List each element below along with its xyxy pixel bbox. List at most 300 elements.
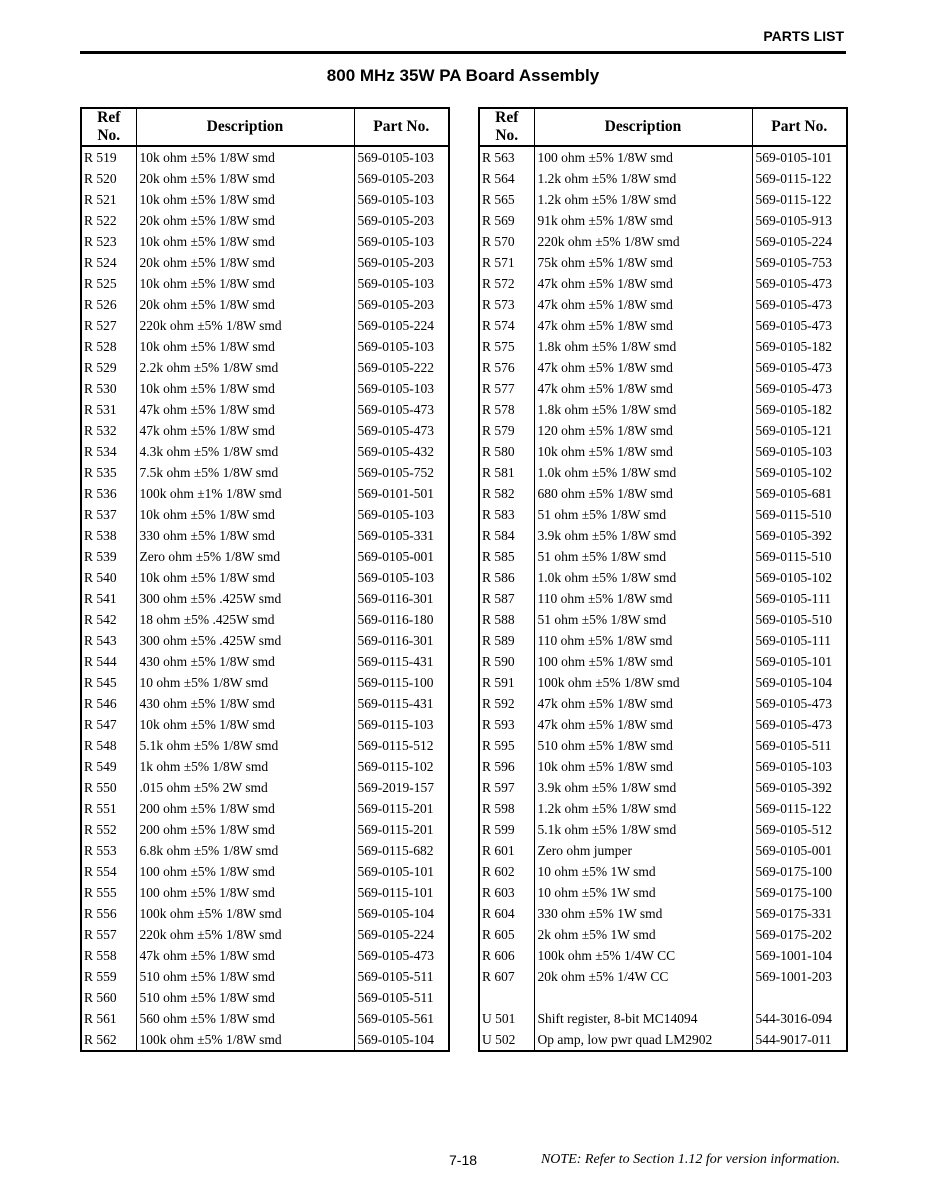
description-cell: 47k ohm ±5% 1/8W smd	[534, 315, 752, 336]
table-row	[479, 735, 847, 756]
description-cell: 10k ohm ±5% 1/8W smd	[534, 441, 752, 462]
table-row	[81, 861, 449, 882]
description-cell: 10 ohm ±5% 1W smd	[534, 861, 752, 882]
table-row	[81, 966, 449, 987]
description-cell: 300 ohm ±5% .425W smd	[136, 630, 354, 651]
description-cell: 110 ohm ±5% 1/8W smd	[534, 588, 752, 609]
part-number-cell: 569-0105-104	[755, 675, 832, 690]
part-number-cell: 569-0115-512	[357, 738, 434, 753]
table-row	[479, 903, 847, 924]
part-number-cell: 569-0105-752	[357, 465, 434, 480]
part-number-cell: 569-0116-301	[357, 633, 434, 648]
ref-cell: R 532	[81, 420, 136, 441]
part-number-cell: 569-0105-473	[357, 402, 434, 417]
table-row	[479, 357, 847, 378]
ref-cell: R 556	[81, 903, 136, 924]
part-number-cell: 569-0105-753	[755, 255, 832, 270]
ref-cell: R 580	[479, 441, 534, 462]
description-cell: 120 ohm ±5% 1/8W smd	[534, 420, 752, 441]
table-row	[479, 210, 847, 231]
ref-cell: R 574	[479, 315, 534, 336]
table-row	[81, 945, 449, 966]
ref-cell: R 602	[479, 861, 534, 882]
table-row	[81, 840, 449, 861]
table-row	[81, 525, 449, 546]
table-row	[479, 630, 847, 651]
ref-cell: R 520	[81, 168, 136, 189]
description-cell: 100 ohm ±5% 1/8W smd	[534, 146, 752, 168]
description-cell: 18 ohm ±5% .425W smd	[136, 609, 354, 630]
part-number-cell: 569-0115-103	[357, 717, 434, 732]
part-number-cell: 569-0105-103	[357, 381, 434, 396]
part-number-cell: 569-0105-203	[357, 213, 434, 228]
table-row	[81, 567, 449, 588]
table-row	[479, 483, 847, 504]
table-row	[479, 504, 847, 525]
part-number-cell: 569-0105-512	[755, 822, 832, 837]
description-cell: Shift register, 8-bit MC14094	[534, 1008, 752, 1029]
ref-cell: R 555	[81, 882, 136, 903]
description-cell: 51 ohm ±5% 1/8W smd	[534, 504, 752, 525]
table-row	[81, 273, 449, 294]
page-number: 7-18	[449, 1152, 478, 1168]
ref-cell: R 572	[479, 273, 534, 294]
table-row	[81, 777, 449, 798]
description-cell: 51 ohm ±5% 1/8W smd	[534, 546, 752, 567]
part-number-cell	[752, 987, 847, 1008]
description-cell: 330 ohm ±5% 1/8W smd	[136, 525, 354, 546]
part-number-cell: 569-0115-431	[357, 696, 434, 711]
description-cell: 47k ohm ±5% 1/8W smd	[534, 273, 752, 294]
description-cell: 47k ohm ±5% 1/8W smd	[534, 714, 752, 735]
table-row	[479, 798, 847, 819]
part-number-cell: 569-0105-203	[357, 297, 434, 312]
ref-cell: R 589	[479, 630, 534, 651]
table-row	[81, 336, 449, 357]
description-cell: 220k ohm ±5% 1/8W smd	[136, 924, 354, 945]
column-header-part: Part No.	[354, 108, 449, 146]
table-row	[81, 672, 449, 693]
ref-cell: R 521	[81, 189, 136, 210]
ref-cell: R 584	[479, 525, 534, 546]
header-rule	[80, 51, 846, 54]
description-cell: 510 ohm ±5% 1/8W smd	[534, 735, 752, 756]
ref-cell: U 501	[479, 1008, 534, 1029]
ref-cell: R 530	[81, 378, 136, 399]
ref-cell: R 578	[479, 399, 534, 420]
ref-cell: R 595	[479, 735, 534, 756]
description-cell: 1.0k ohm ±5% 1/8W smd	[534, 462, 752, 483]
part-number-cell: 569-0105-101	[357, 864, 434, 879]
ref-cell: R 531	[81, 399, 136, 420]
table-row	[81, 315, 449, 336]
description-cell: 10k ohm ±5% 1/8W smd	[136, 336, 354, 357]
ref-cell: R 575	[479, 336, 534, 357]
part-number-cell: 569-0105-103	[755, 444, 832, 459]
parts-table-left	[80, 107, 450, 1052]
table-row	[81, 1029, 449, 1051]
ref-cell: R 605	[479, 924, 534, 945]
part-number-cell: 569-0105-511	[357, 969, 434, 984]
part-number-cell: 569-0105-182	[755, 402, 832, 417]
description-cell: Zero ohm jumper	[534, 840, 752, 861]
ref-cell: R 561	[81, 1008, 136, 1029]
description-cell: 3.9k ohm ±5% 1/8W smd	[534, 777, 752, 798]
ref-cell: R 522	[81, 210, 136, 231]
footer-note: NOTE: Refer to Section 1.12 for version information.	[540, 1152, 840, 1167]
table-row	[479, 146, 847, 168]
ref-cell: R 543	[81, 630, 136, 651]
ref-cell: R 591	[479, 672, 534, 693]
table-row	[81, 462, 449, 483]
ref-cell: R 528	[81, 336, 136, 357]
ref-cell: R 576	[479, 357, 534, 378]
table-row	[479, 945, 847, 966]
ref-cell: R 564	[479, 168, 534, 189]
table-row	[479, 588, 847, 609]
table-row	[479, 924, 847, 945]
table-row	[81, 441, 449, 462]
table-row	[479, 252, 847, 273]
ref-cell: R 541	[81, 588, 136, 609]
description-cell: 220k ohm ±5% 1/8W smd	[534, 231, 752, 252]
ref-cell: U 502	[479, 1029, 534, 1051]
ref-cell: R 601	[479, 840, 534, 861]
description-cell: 5.1k ohm ±5% 1/8W smd	[136, 735, 354, 756]
description-cell: 10k ohm ±5% 1/8W smd	[136, 714, 354, 735]
part-number-cell: 569-0105-001	[755, 843, 832, 858]
table-row	[81, 378, 449, 399]
ref-cell: R 597	[479, 777, 534, 798]
table-row	[81, 609, 449, 630]
part-number-cell: 569-0115-122	[755, 171, 832, 186]
table-row	[81, 168, 449, 189]
description-cell: 560 ohm ±5% 1/8W smd	[136, 1008, 354, 1029]
ref-cell: R 581	[479, 462, 534, 483]
part-number-cell: 569-2019-157	[357, 780, 434, 795]
ref-cell: R 537	[81, 504, 136, 525]
part-number-cell: 569-0115-510	[755, 549, 832, 564]
table-row	[479, 546, 847, 567]
ref-cell: R 579	[479, 420, 534, 441]
table-row	[81, 798, 449, 819]
part-number-cell: 569-0105-473	[755, 360, 832, 375]
part-number-cell: 569-0115-201	[357, 801, 434, 816]
table-row	[479, 315, 847, 336]
part-number-cell: 569-0115-510	[755, 507, 832, 522]
ref-cell: R 539	[81, 546, 136, 567]
table-row	[479, 672, 847, 693]
description-cell: 20k ohm ±5% 1/8W smd	[136, 294, 354, 315]
ref-cell: R 554	[81, 861, 136, 882]
ref-cell: R 590	[479, 651, 534, 672]
table-row	[81, 252, 449, 273]
part-number-cell: 569-0105-681	[755, 486, 832, 501]
ref-cell: R 582	[479, 483, 534, 504]
part-number-cell: 569-0115-122	[755, 192, 832, 207]
ref-cell: R 529	[81, 357, 136, 378]
description-cell: 10k ohm ±5% 1/8W smd	[136, 146, 354, 168]
part-number-cell: 569-0116-301	[357, 591, 434, 606]
table-row	[479, 567, 847, 588]
part-number-cell: 569-0105-104	[357, 906, 434, 921]
ref-cell: R 569	[479, 210, 534, 231]
ref-cell: R 535	[81, 462, 136, 483]
part-number-cell: 569-0115-122	[755, 801, 832, 816]
part-number-cell: 569-0115-431	[357, 654, 434, 669]
description-cell: 47k ohm ±5% 1/8W smd	[136, 420, 354, 441]
table-row	[81, 504, 449, 525]
part-number-cell: 569-0105-331	[357, 528, 434, 543]
description-cell: 430 ohm ±5% 1/8W smd	[136, 693, 354, 714]
description-cell: 20k ohm ±5% 1/8W smd	[136, 210, 354, 231]
table-row	[81, 924, 449, 945]
table-row	[479, 714, 847, 735]
description-cell: 10k ohm ±5% 1/8W smd	[136, 504, 354, 525]
table-row	[479, 966, 847, 987]
description-cell: 200 ohm ±5% 1/8W smd	[136, 798, 354, 819]
ref-cell: R 573	[479, 294, 534, 315]
part-number-cell: 569-0175-202	[755, 927, 832, 942]
table-row	[81, 735, 449, 756]
parts-table-right-body	[479, 146, 847, 1051]
part-number-cell: 569-0115-201	[357, 822, 434, 837]
table-row	[479, 861, 847, 882]
description-cell: 10k ohm ±5% 1/8W smd	[136, 231, 354, 252]
ref-cell: R 557	[81, 924, 136, 945]
ref-cell: R 587	[479, 588, 534, 609]
description-cell: 20k ohm ±5% 1/8W smd	[136, 168, 354, 189]
description-cell: 4.3k ohm ±5% 1/8W smd	[136, 441, 354, 462]
part-number-cell: 569-0101-501	[357, 486, 434, 501]
table-row	[81, 987, 449, 1008]
description-cell: 220k ohm ±5% 1/8W smd	[136, 315, 354, 336]
part-number-cell: 569-0105-511	[755, 738, 832, 753]
description-cell: 10k ohm ±5% 1/8W smd	[136, 378, 354, 399]
ref-cell: R 550	[81, 777, 136, 798]
description-cell: 2k ohm ±5% 1W smd	[534, 924, 752, 945]
description-cell: 51 ohm ±5% 1/8W smd	[534, 609, 752, 630]
ref-cell: R 544	[81, 651, 136, 672]
table-row	[479, 777, 847, 798]
description-cell: 20k ohm ±5% 1/4W CC	[534, 966, 752, 987]
ref-cell: R 571	[479, 252, 534, 273]
description-cell: 330 ohm ±5% 1W smd	[534, 903, 752, 924]
table-row	[81, 231, 449, 252]
table-row	[479, 420, 847, 441]
ref-cell: R 593	[479, 714, 534, 735]
ref-cell: R 570	[479, 231, 534, 252]
description-cell: 110 ohm ±5% 1/8W smd	[534, 630, 752, 651]
description-cell: 1.8k ohm ±5% 1/8W smd	[534, 336, 752, 357]
description-cell: 91k ohm ±5% 1/8W smd	[534, 210, 752, 231]
ref-cell: R 604	[479, 903, 534, 924]
description-cell: 47k ohm ±5% 1/8W smd	[136, 399, 354, 420]
ref-cell: R 558	[81, 945, 136, 966]
description-cell	[534, 987, 752, 1008]
part-number-cell: 569-0105-103	[357, 234, 434, 249]
table-row	[479, 462, 847, 483]
description-cell: 100k ohm ±5% 1/8W smd	[136, 1029, 354, 1051]
description-cell: 1.2k ohm ±5% 1/8W smd	[534, 168, 752, 189]
ref-cell: R 607	[479, 966, 534, 987]
part-number-cell: 569-0105-103	[357, 507, 434, 522]
part-number-cell: 569-0105-101	[755, 150, 832, 165]
ref-cell: R 560	[81, 987, 136, 1008]
table-row	[479, 168, 847, 189]
description-cell: 2.2k ohm ±5% 1/8W smd	[136, 357, 354, 378]
part-number-cell: 569-0105-224	[357, 318, 434, 333]
table-row	[479, 987, 847, 1008]
ref-cell: R 540	[81, 567, 136, 588]
description-cell: 100 ohm ±5% 1/8W smd	[136, 861, 354, 882]
table-row	[81, 210, 449, 231]
part-number-cell: 569-0105-001	[357, 549, 434, 564]
part-number-cell: 569-0105-102	[755, 465, 832, 480]
ref-cell: R 603	[479, 882, 534, 903]
ref-cell: R 526	[81, 294, 136, 315]
ref-cell: R 545	[81, 672, 136, 693]
description-cell: 7.5k ohm ±5% 1/8W smd	[136, 462, 354, 483]
ref-cell: R 577	[479, 378, 534, 399]
part-number-cell: 569-0105-101	[755, 654, 832, 669]
table-row	[479, 882, 847, 903]
table-row	[81, 903, 449, 924]
description-cell: 100k ohm ±5% 1/4W CC	[534, 945, 752, 966]
description-cell: 10k ohm ±5% 1/8W smd	[136, 567, 354, 588]
part-number-cell: 569-0105-473	[357, 423, 434, 438]
ref-cell: R 559	[81, 966, 136, 987]
table-row	[81, 546, 449, 567]
part-number-cell: 569-0105-561	[357, 1011, 434, 1026]
part-number-cell: 569-0105-473	[755, 318, 832, 333]
ref-cell: R 553	[81, 840, 136, 861]
table-row	[81, 1008, 449, 1029]
ref-cell: R 519	[81, 146, 136, 168]
description-cell: 100 ohm ±5% 1/8W smd	[534, 651, 752, 672]
description-cell: 200 ohm ±5% 1/8W smd	[136, 819, 354, 840]
description-cell: 10k ohm ±5% 1/8W smd	[136, 273, 354, 294]
ref-cell: R 523	[81, 231, 136, 252]
table-row	[81, 357, 449, 378]
description-cell: 47k ohm ±5% 1/8W smd	[534, 378, 752, 399]
ref-cell: R 534	[81, 441, 136, 462]
description-cell: .015 ohm ±5% 2W smd	[136, 777, 354, 798]
part-number-cell: 569-0105-473	[755, 696, 832, 711]
ref-cell: R 549	[81, 756, 136, 777]
table-row	[479, 1029, 847, 1051]
part-number-cell: 569-0175-331	[755, 906, 832, 921]
ref-cell: R 542	[81, 609, 136, 630]
ref-cell: R 562	[81, 1029, 136, 1051]
table-row	[479, 294, 847, 315]
table-row	[479, 399, 847, 420]
table-row	[479, 819, 847, 840]
part-number-cell: 544-3016-094	[755, 1011, 832, 1026]
table-row	[81, 651, 449, 672]
table-row	[479, 693, 847, 714]
ref-cell	[479, 987, 534, 1008]
description-cell: 47k ohm ±5% 1/8W smd	[534, 693, 752, 714]
table-row	[479, 525, 847, 546]
part-number-cell: 569-0105-103	[357, 339, 434, 354]
table-row	[479, 189, 847, 210]
description-cell: 1.8k ohm ±5% 1/8W smd	[534, 399, 752, 420]
part-number-cell: 569-0175-100	[755, 885, 832, 900]
description-cell: 75k ohm ±5% 1/8W smd	[534, 252, 752, 273]
part-number-cell: 569-0105-102	[755, 570, 832, 585]
description-cell: 1k ohm ±5% 1/8W smd	[136, 756, 354, 777]
part-number-cell: 569-0105-913	[755, 213, 832, 228]
part-number-cell: 569-0105-103	[357, 192, 434, 207]
part-number-cell: 569-0105-203	[357, 171, 434, 186]
part-number-cell: 569-0105-473	[357, 948, 434, 963]
ref-cell: R 552	[81, 819, 136, 840]
part-number-cell: 569-0115-102	[357, 759, 434, 774]
part-number-cell: 569-0105-510	[755, 612, 832, 627]
table-row	[81, 630, 449, 651]
ref-cell: R 588	[479, 609, 534, 630]
table-row	[479, 378, 847, 399]
part-number-cell: 569-0105-111	[755, 633, 831, 648]
part-number-cell: 569-0105-392	[755, 528, 832, 543]
part-number-cell: 569-0105-182	[755, 339, 832, 354]
ref-cell: R 524	[81, 252, 136, 273]
table-row	[81, 294, 449, 315]
table-row	[81, 399, 449, 420]
part-number-cell: 569-0105-121	[755, 423, 832, 438]
section-header: PARTS LIST	[763, 28, 844, 44]
ref-cell: R 527	[81, 315, 136, 336]
ref-cell: R 585	[479, 546, 534, 567]
column-header-description: Description	[534, 108, 752, 146]
table-row	[81, 819, 449, 840]
description-cell: 510 ohm ±5% 1/8W smd	[136, 987, 354, 1008]
description-cell: 5.1k ohm ±5% 1/8W smd	[534, 819, 752, 840]
ref-cell: R 536	[81, 483, 136, 504]
table-row	[479, 273, 847, 294]
ref-cell: R 606	[479, 945, 534, 966]
ref-cell: R 551	[81, 798, 136, 819]
part-number-cell: 569-0105-473	[755, 297, 832, 312]
table-row	[81, 693, 449, 714]
table-row	[81, 189, 449, 210]
part-number-cell: 569-0105-103	[357, 570, 434, 585]
description-cell: 1.2k ohm ±5% 1/8W smd	[534, 798, 752, 819]
description-cell: 10k ohm ±5% 1/8W smd	[136, 189, 354, 210]
description-cell: 680 ohm ±5% 1/8W smd	[534, 483, 752, 504]
table-row	[479, 651, 847, 672]
description-cell: Op amp, low pwr quad LM2902	[534, 1029, 752, 1051]
description-cell: 100k ohm ±5% 1/8W smd	[136, 903, 354, 924]
ref-cell: R 583	[479, 504, 534, 525]
part-number-cell: 569-1001-104	[755, 948, 832, 963]
part-number-cell: 569-0105-103	[755, 759, 832, 774]
column-header-ref: Ref No.	[479, 108, 534, 146]
part-number-cell: 569-0105-473	[755, 717, 832, 732]
column-header-description: Description	[136, 108, 354, 146]
ref-cell: R 525	[81, 273, 136, 294]
description-cell: 10 ohm ±5% 1W smd	[534, 882, 752, 903]
page-title: 800 MHz 35W PA Board Assembly	[326, 66, 600, 85]
description-cell: 300 ohm ±5% .425W smd	[136, 588, 354, 609]
part-number-cell: 569-0105-103	[357, 150, 434, 165]
description-cell: 3.9k ohm ±5% 1/8W smd	[534, 525, 752, 546]
parts-table-left-body	[81, 146, 449, 1051]
part-number-cell: 569-0105-432	[357, 444, 434, 459]
ref-cell: R 565	[479, 189, 534, 210]
description-cell: 47k ohm ±5% 1/8W smd	[534, 294, 752, 315]
